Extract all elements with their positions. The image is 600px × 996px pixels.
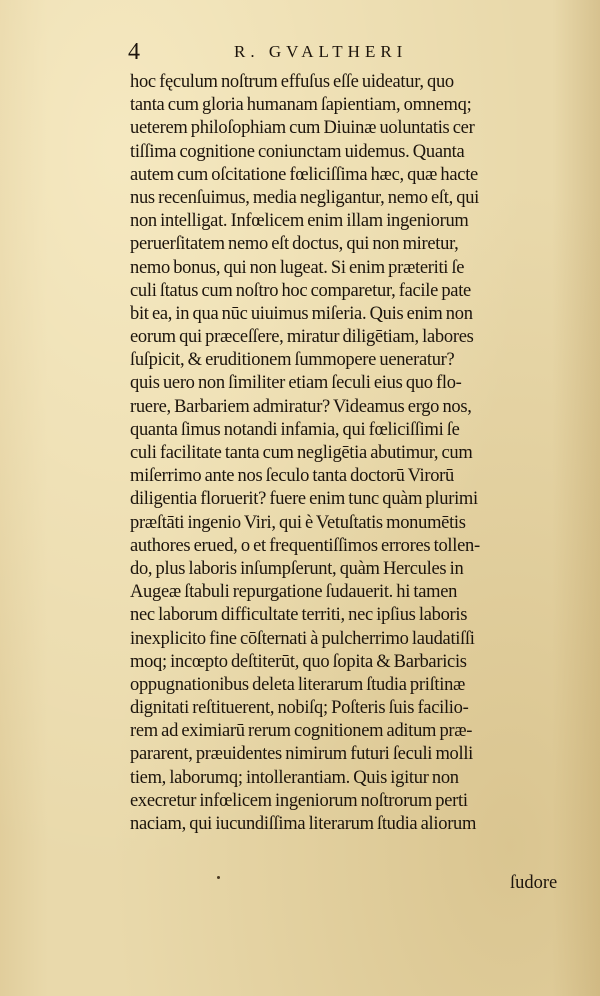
- text-line: miſerrimo ante nos ſeculo tanta doctorū Virorū: [130, 466, 454, 487]
- body-text: [130, 71, 570, 836]
- text-line: naciam, qui iucundiſſima literarum ſtudia aliorum: [130, 814, 477, 834]
- text-line: præſtāti ingenio Viri, qui è Vetuſtatis monumētis: [130, 512, 466, 533]
- page-number: 4: [128, 39, 140, 65]
- text-line: bit ea, in qua nūc uiuimus miſeria. Quis enim non: [130, 303, 473, 324]
- text-line: pararent, præuidentes nimirum futuri ſeculi molli: [130, 744, 474, 765]
- text-line: quis uero non ſimiliter etiam ſeculi eius quo flo-: [130, 373, 462, 394]
- running-head: [128, 38, 548, 66]
- text-line: quanta ſimus notandi infamia, qui fœliciſſimi ſe: [130, 419, 460, 440]
- text-line: Augeæ ſtabuli repurgatione ſudauerit. hi tamen: [130, 582, 458, 603]
- text-line: autem cum oſcitatione fœliciſſima hæc, quæ hacte: [130, 164, 478, 185]
- text-line: tanta cum gloria humanam ſapientiam, omnemq;: [130, 95, 472, 116]
- text-line: tiem, laborumq; intollerantiam. Quis igitur non: [130, 767, 459, 788]
- text-line: tiſſima cognitione coniunctam uidemus. Quanta: [130, 141, 465, 162]
- text-line: ſuſpicit, & eruditionem ſummopere ueneratur?: [130, 350, 455, 371]
- ink-speck: [217, 876, 220, 879]
- text-line: ruere, Barbariem admiratur? Videamus ergo nos,: [130, 396, 472, 417]
- text-line: dignitati reſtituerent, nobiſq; Poſteris ſuis facilio-: [130, 698, 469, 719]
- text-line: nemo bonus, qui non lugeat. Si enim præteriti ſe: [130, 257, 465, 278]
- text-line: inexplicito fine cōſternati à pulcherrimo laudatiſſi: [130, 628, 475, 649]
- text-line: oppugnationibus deleta literarum ſtudia priſtinæ: [130, 674, 466, 695]
- text-line: moq; incœpto deſtiterūt, quo ſopita & Barbaricis: [130, 651, 467, 672]
- text-line: culi facilitate tanta cum negligētia abutimur, cum: [130, 443, 473, 463]
- text-line: hoc fęculum noſtrum effuſus eſſe uideatur, quo: [130, 72, 454, 92]
- text-line: eorum qui præceſſere, miratur diligētiam, labores: [130, 327, 474, 348]
- text-line: peruerſitatem nemo eſt doctus, qui non miretur,: [130, 234, 459, 255]
- text-line: rem ad eximiarū rerum cognitionem aditum præ-: [130, 721, 473, 742]
- text-line: nus recenſuimus, media negligantur, nemo eſt, qui: [130, 187, 479, 208]
- text-line: non intelligat. Infœlicem enim illam ingeniorum: [130, 211, 469, 232]
- text-line: diligentia floruerit? fuere enim tunc quàm plurimi: [130, 489, 478, 510]
- text-line: execretur infœlicem ingeniorum noſtrorum perti: [130, 790, 468, 811]
- text-line: nec laborum difficultate territi, nec ipſius laboris: [130, 605, 468, 626]
- catchword: ſudore: [510, 873, 558, 893]
- text-line: ueterem philoſophiam cum Diuinæ uoluntatis cer: [130, 118, 475, 139]
- text-line: authores erued, o et frequentiſſimos errores tollen-: [130, 535, 480, 556]
- running-title: R. GVALTHERI: [234, 42, 408, 61]
- text-line: do, plus laboris inſumpſerunt, quàm Hercules in: [130, 558, 464, 579]
- text-line: culi ſtatus cum noſtro hoc comparetur, facile pate: [130, 280, 471, 301]
